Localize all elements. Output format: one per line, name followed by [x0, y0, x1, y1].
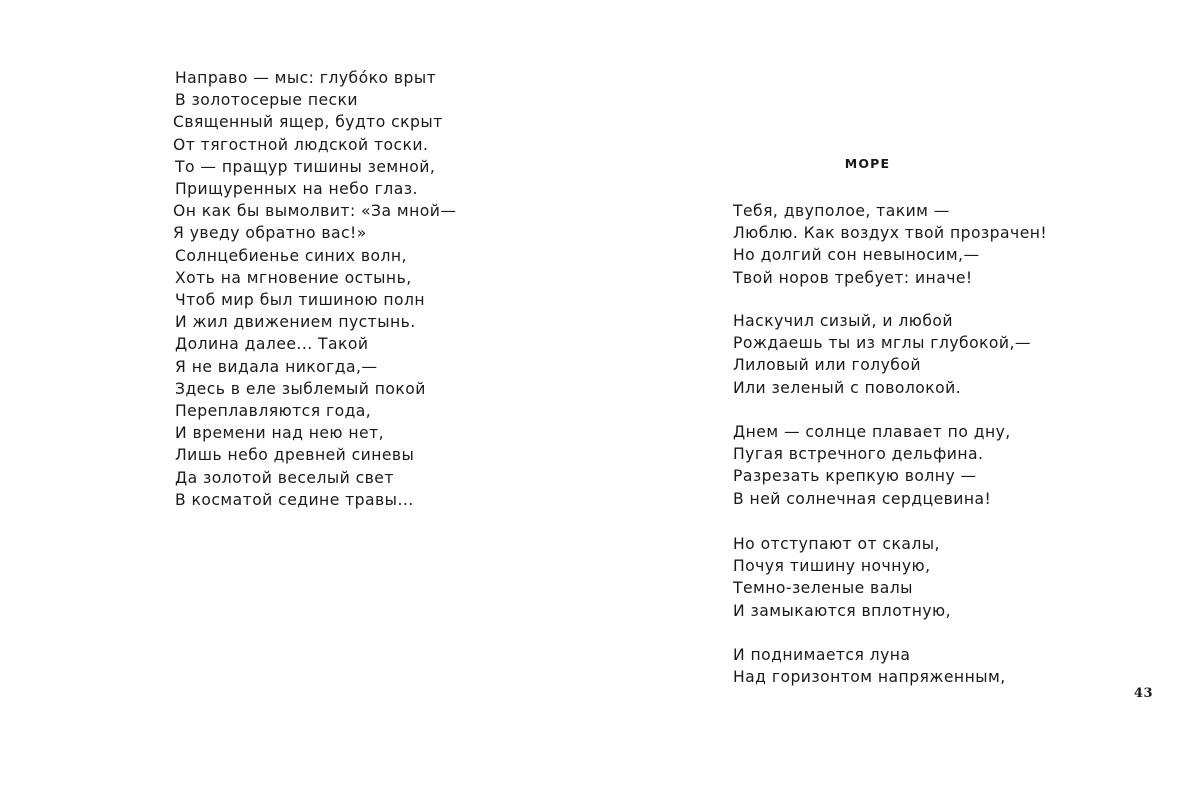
- poem-line: Разрезать крепкую волну —: [733, 467, 977, 486]
- poem-line: Над горизонтом напряженным,: [733, 668, 1006, 687]
- poem-line: Долина далее... Такой: [175, 335, 369, 354]
- poem-line: Темно-зеленые валы: [733, 579, 913, 598]
- stanza: [733, 200, 1047, 289]
- poem-line: От тягостной людской тоски.: [173, 135, 429, 154]
- poem-line: Священный ящер, будто скрыт: [173, 113, 443, 132]
- poem-line: В косматой седине травы...: [175, 490, 414, 509]
- poem-line: Чтоб мир был тишиною полн: [175, 291, 426, 310]
- poem-line: И поднимается луна: [733, 646, 911, 664]
- poem-line: И жил движением пустынь.: [175, 313, 416, 332]
- poem-line: Тебя, двуполое, таким —: [733, 202, 950, 220]
- poem-line: Я не видала никогда,—: [175, 357, 378, 376]
- poem-line: Лиловый или голубой: [733, 356, 921, 375]
- poem-line: Почуя тишину ночную,: [733, 557, 931, 576]
- right-page: [598, 0, 1197, 800]
- poem-line: Да золотой веселый свет: [175, 468, 394, 487]
- poem-line: Днем — солнце плавает по дну,: [733, 423, 1011, 441]
- poem-line: Или зеленый с поволокой.: [733, 378, 962, 397]
- page-number: 43: [1133, 686, 1153, 701]
- stanza: [733, 421, 1011, 510]
- poem-line: Рождаешь ты из мглы глубокой,—: [733, 334, 1031, 353]
- poem-line: Наскучил сизый, и любой: [733, 312, 953, 330]
- poem-line: В золотосерые пески: [175, 91, 359, 110]
- left-page: [0, 0, 598, 800]
- poem-title: МОРЕ: [844, 156, 891, 171]
- poem-line: Хоть на мгновение остынь,: [175, 268, 412, 287]
- left-poem-text: [175, 67, 456, 511]
- poem-line: Направо — мыс: глубо́ко врыт: [175, 69, 437, 87]
- poem-line: Но отступают от скалы,: [733, 535, 940, 553]
- poem-line: Лишь небо древней синевы: [175, 446, 415, 465]
- poem-line: Люблю. Как воздух твой прозрачен!: [733, 224, 1048, 243]
- stanza: [733, 310, 1031, 399]
- poem-line: Солнцебиенье синих волн,: [175, 246, 407, 265]
- stanza: [733, 644, 1006, 688]
- poem-line: И времени над нею нет,: [175, 424, 385, 443]
- poem-line: То — пращур тишины земной,: [175, 157, 436, 176]
- poem-line: Но долгий сон невыносим,—: [733, 246, 980, 265]
- poem-line: Пугая встречного дельфина.: [733, 445, 984, 464]
- poem-line: И замыкаются вплотную,: [733, 601, 952, 620]
- poem-line: Я уведу обратно вас!»: [173, 224, 367, 243]
- poem-line: Здесь в еле зыблемый покой: [175, 379, 426, 398]
- poem-line: В ней солнечная сердцевина!: [733, 489, 992, 508]
- poem-line: Переплавляются года,: [175, 402, 372, 421]
- stanza: [733, 533, 951, 622]
- poem-line: Твой норов требует: иначе!: [733, 268, 973, 287]
- poem-line: Он как бы вымолвит: «За мной—: [173, 202, 457, 221]
- poem-line: Прищуренных на небо глаз.: [175, 180, 418, 199]
